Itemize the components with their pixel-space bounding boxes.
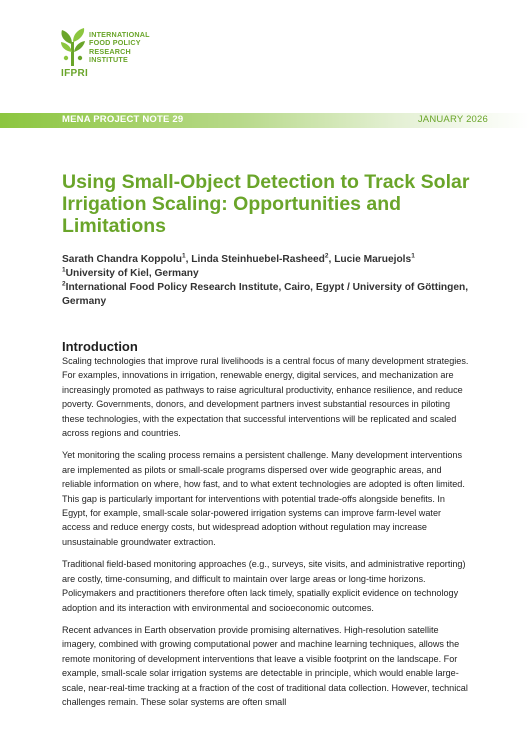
author-block bbox=[62, 253, 482, 309]
affiliation bbox=[62, 267, 482, 281]
author-name: Sarath Chandra Koppolu bbox=[62, 254, 182, 265]
body-paragraph: Recent advances in Earth observation provide promising alternatives. High-resolution satellite imagery, combined with growing computational power and machine learning techniques, allows the remote monitoring of development interventions that leave a visible footprint on the landscape. For example, small-scale solar irrigation systems are detectable in principle, which would enable large-scale, near-real-time tracking at a fraction of the cost of traditional data collection. However, technical challenges remain. These solar systems are often small bbox=[62, 624, 468, 707]
series-banner bbox=[0, 113, 530, 128]
author-affiliation-mark: 2 bbox=[324, 252, 329, 260]
series-label: MENA PROJECT NOTE 29 bbox=[62, 114, 184, 125]
logo-line: RESEARCH bbox=[89, 46, 131, 56]
author-name: Lucie Maruejols bbox=[334, 254, 412, 265]
logo-abbreviation: IFPRI bbox=[61, 68, 89, 79]
logo-line: INTERNATIONAL bbox=[89, 30, 150, 39]
affiliation-text: University of Kiel, Germany bbox=[65, 268, 199, 279]
affiliation-mark: 2 bbox=[62, 280, 66, 288]
body-paragraph: Yet monitoring the scaling process remains a persistent challenge. Many development interventions are implemented as pilots or small-scale programs dispersed over wide geographic areas, and reliable information on where, how fast, and to what extent technologies are adopted is often limited. This gap is particularly important for interventions with potential trade-offs alongside benefits. In Egypt, for example, small-scale solar-powered irrigation systems can improve farm-level water access and reduce energy costs, but widespread adoption without regulation may increase unsustainable groundwater extraction. bbox=[62, 450, 465, 547]
affiliation-mark: 1 bbox=[62, 266, 66, 274]
logo-line: FOOD POLICY bbox=[89, 38, 141, 48]
author-affiliation-mark: 1 bbox=[182, 252, 186, 260]
affiliation-text: International Food Policy Research Institute, Cairo, Egypt / University of Göttingen, Germany bbox=[62, 282, 469, 307]
body-paragraph: Scaling technologies that improve rural livelihoods is a central focus of many development strategies. For examples, innovations in irrigation, renewable energy, digital services, and mechanization are increasingly promoted as pathways to raise agricultural productivity, enhance resilience, and reduce poverty. Governments, donors, and development partners invest substantial resources in piloting these technologies, with the expectation that successful interventions will be replicated and scaled across regions and countries. bbox=[62, 356, 469, 439]
author-affiliation-mark: 1 bbox=[411, 252, 415, 260]
section-body bbox=[62, 354, 470, 717]
logo-wordmark bbox=[89, 31, 150, 65]
publication-date: JANUARY 2026 bbox=[417, 114, 488, 125]
section-heading: Introduction bbox=[62, 339, 138, 354]
paper-title: Using Small-Object Detection to Track Solar Irrigation Scaling: Opportunities and Limitations bbox=[62, 171, 470, 237]
ifpri-leaf-logo-icon bbox=[60, 28, 86, 66]
logo-line: INSTITUTE bbox=[89, 55, 128, 65]
author-name: Linda Steinhuebel-Rasheed bbox=[191, 254, 325, 265]
affiliation bbox=[62, 281, 482, 309]
body-paragraph: Traditional field-based monitoring approaches (e.g., surveys, site visits, and administrative reporting) are costly, time-consuming, and difficult to maintain over large areas or long-time horizons. Policymakers and practitioners therefore often lack timely, spatially explicit evidence on technology adoption and its interaction with environmental and socioeconomic outcomes. bbox=[62, 559, 466, 613]
author-list: Sarath Chandra Koppolu$^1$, Linda Steinhuebel-Rasheed$^2$, Lucie Maruejols$^1$ bbox=[62, 252, 415, 265]
ifpri-logo bbox=[60, 28, 200, 84]
